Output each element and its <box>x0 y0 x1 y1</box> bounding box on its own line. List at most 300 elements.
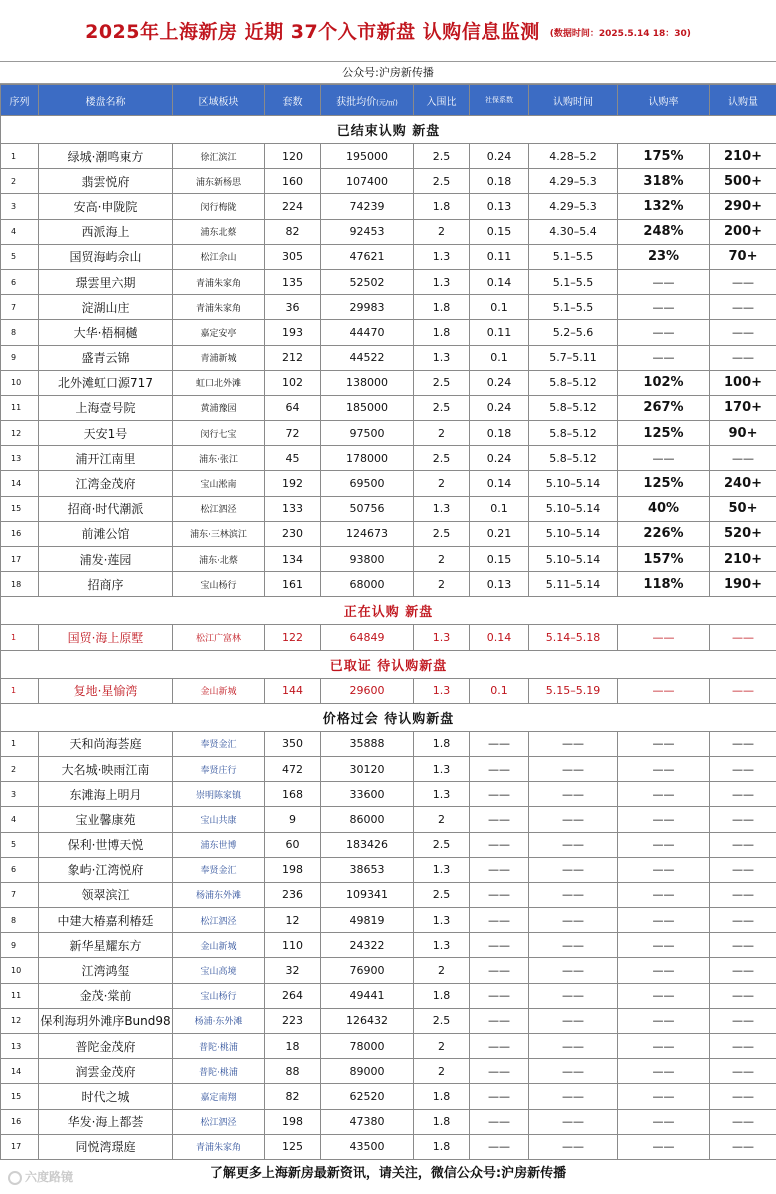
cell-social: 0.24 <box>470 446 529 471</box>
cell-social: 0.24 <box>470 370 529 395</box>
cell-name: 招商·时代潮派 <box>39 496 173 521</box>
cell-rate: 226% <box>618 521 710 546</box>
cell-ratio: 2 <box>414 219 470 244</box>
cell-name: 国贸海屿佘山 <box>39 244 173 269</box>
cell-name: 大华·梧桐樾 <box>39 320 173 345</box>
cell-district: 青浦朱家角 <box>173 295 265 320</box>
cell-district: 浦东北蔡 <box>173 219 265 244</box>
cell-volume: —— <box>710 1109 776 1134</box>
cell-social: 0.1 <box>470 295 529 320</box>
cell-district: 浦东新杨思 <box>173 169 265 194</box>
table-row <box>1 421 776 446</box>
cell-volume: —— <box>710 882 776 907</box>
cell-social: —— <box>470 983 529 1008</box>
cell-social: 0.15 <box>470 219 529 244</box>
table-row <box>1 807 776 832</box>
cell-time: —— <box>529 1134 618 1159</box>
cell-idx: 1 <box>1 678 39 703</box>
data-time: (数据时间：2025.5.14 18：30) <box>549 29 691 39</box>
cell-idx: 17 <box>1 547 39 572</box>
cell-district: 青浦新城 <box>173 345 265 370</box>
table-row <box>1 958 776 983</box>
cell-volume: 210+ <box>710 547 776 572</box>
table-row <box>1 731 776 756</box>
cell-social: —— <box>470 807 529 832</box>
cell-idx: 5 <box>1 244 39 269</box>
table-row <box>1 857 776 882</box>
cell-district: 金山新城 <box>173 678 265 703</box>
table-row <box>1 244 776 269</box>
cell-social: —— <box>470 832 529 857</box>
cell-idx: 9 <box>1 933 39 958</box>
cell-units: 305 <box>265 244 321 269</box>
cell-price: 76900 <box>321 958 414 983</box>
title-bar <box>0 0 776 62</box>
header-social: 社保系数 <box>470 85 529 116</box>
cell-idx: 16 <box>1 521 39 546</box>
cell-volume: —— <box>710 625 776 650</box>
cell-time: —— <box>529 1034 618 1059</box>
cell-units: 193 <box>265 320 321 345</box>
cell-district: 宝山高境 <box>173 958 265 983</box>
cell-rate: —— <box>618 1059 710 1084</box>
cell-time: 5.8–5.12 <box>529 421 618 446</box>
cell-units: 223 <box>265 1008 321 1033</box>
cell-price: 93800 <box>321 547 414 572</box>
cell-district: 普陀·桃浦 <box>173 1034 265 1059</box>
cell-name: 复地·星愉湾 <box>39 678 173 703</box>
cell-time: —— <box>529 731 618 756</box>
cell-district: 松江泗泾 <box>173 496 265 521</box>
cell-price: 44470 <box>321 320 414 345</box>
section-title: 价格过会 待认购新盘 <box>1 703 776 731</box>
cell-price: 97500 <box>321 421 414 446</box>
cell-social: —— <box>470 958 529 983</box>
table-row <box>1 496 776 521</box>
cell-price: 33600 <box>321 782 414 807</box>
cell-idx: 1 <box>1 144 39 169</box>
cell-name: 润雲金茂府 <box>39 1059 173 1084</box>
cell-rate: —— <box>618 446 710 471</box>
table-row <box>1 625 776 650</box>
cell-ratio: 2 <box>414 572 470 597</box>
cell-time: 4.29–5.3 <box>529 194 618 219</box>
account-line: 公众号:沪房新传播 <box>0 62 776 84</box>
cell-ratio: 2 <box>414 1034 470 1059</box>
cell-ratio: 2.5 <box>414 1008 470 1033</box>
table-row <box>1 1008 776 1033</box>
cell-price: 185000 <box>321 395 414 420</box>
cell-price: 195000 <box>321 144 414 169</box>
table-row <box>1 678 776 703</box>
cell-rate: 132% <box>618 194 710 219</box>
cell-idx: 8 <box>1 320 39 345</box>
cell-units: 264 <box>265 983 321 1008</box>
section-finished <box>1 116 776 144</box>
table-row <box>1 521 776 546</box>
cell-units: 45 <box>265 446 321 471</box>
cell-name: 前滩公馆 <box>39 521 173 546</box>
cell-district: 金山新城 <box>173 933 265 958</box>
cell-volume: 190+ <box>710 572 776 597</box>
cell-social: 0.14 <box>470 471 529 496</box>
cell-time: —— <box>529 1084 618 1109</box>
cell-rate: —— <box>618 908 710 933</box>
cell-price: 178000 <box>321 446 414 471</box>
cell-rate: —— <box>618 983 710 1008</box>
cell-time: —— <box>529 1008 618 1033</box>
cell-ratio: 1.3 <box>414 908 470 933</box>
cell-ratio: 1.8 <box>414 1084 470 1109</box>
cell-volume: —— <box>710 1059 776 1084</box>
cell-idx: 18 <box>1 572 39 597</box>
cell-social: 0.13 <box>470 194 529 219</box>
cell-ratio: 2 <box>414 421 470 446</box>
cell-price: 43500 <box>321 1134 414 1159</box>
cell-district: 普陀·桃浦 <box>173 1059 265 1084</box>
cell-rate: 118% <box>618 572 710 597</box>
cell-district: 嘉定南翔 <box>173 1084 265 1109</box>
cell-volume: —— <box>710 908 776 933</box>
header-volume: 认购量 <box>710 85 776 116</box>
cell-name: 翡雲悦府 <box>39 169 173 194</box>
cell-ratio: 1.8 <box>414 983 470 1008</box>
cell-ratio: 2.5 <box>414 395 470 420</box>
cell-price: 29600 <box>321 678 414 703</box>
cell-volume: 520+ <box>710 521 776 546</box>
cell-social: 0.1 <box>470 496 529 521</box>
cell-volume: —— <box>710 933 776 958</box>
cell-volume: —— <box>710 857 776 882</box>
cell-price: 124673 <box>321 521 414 546</box>
table-row <box>1 194 776 219</box>
cell-ratio: 1.8 <box>414 731 470 756</box>
cell-district: 浦东·三林滨江 <box>173 521 265 546</box>
cell-name: 西派海上 <box>39 219 173 244</box>
cell-volume: —— <box>710 320 776 345</box>
table-row <box>1 295 776 320</box>
cell-volume: —— <box>710 345 776 370</box>
cell-time: 5.8–5.12 <box>529 395 618 420</box>
cell-price: 44522 <box>321 345 414 370</box>
cell-units: 350 <box>265 731 321 756</box>
cell-rate: —— <box>618 1109 710 1134</box>
watermark <box>8 1168 73 1185</box>
cell-social: 0.18 <box>470 421 529 446</box>
cell-social: 0.24 <box>470 395 529 420</box>
cell-idx: 6 <box>1 269 39 294</box>
cell-rate: —— <box>618 756 710 781</box>
cell-name: 江湾鸿玺 <box>39 958 173 983</box>
table-row <box>1 933 776 958</box>
cell-ratio: 2.5 <box>414 144 470 169</box>
table-header <box>1 85 776 116</box>
cell-units: 161 <box>265 572 321 597</box>
header-price-unit: (元/㎡) <box>376 98 398 107</box>
table-row <box>1 446 776 471</box>
cell-units: 18 <box>265 1034 321 1059</box>
cell-rate: —— <box>618 345 710 370</box>
cell-social: —— <box>470 1008 529 1033</box>
header-rate: 认购率 <box>618 85 710 116</box>
cell-name: 浦开江南里 <box>39 446 173 471</box>
cell-name: 中建大椿嘉利椿廷 <box>39 908 173 933</box>
cell-time: —— <box>529 958 618 983</box>
section-certified <box>1 650 776 678</box>
cell-rate: —— <box>618 1084 710 1109</box>
cell-ratio: 2.5 <box>414 521 470 546</box>
header-district: 区域板块 <box>173 85 265 116</box>
cell-units: 192 <box>265 471 321 496</box>
cell-idx: 14 <box>1 1059 39 1084</box>
cell-idx: 7 <box>1 295 39 320</box>
cell-units: 198 <box>265 1109 321 1134</box>
table-row <box>1 1059 776 1084</box>
cell-rate: 267% <box>618 395 710 420</box>
section-priced <box>1 703 776 731</box>
cell-volume: —— <box>710 269 776 294</box>
cell-idx: 14 <box>1 471 39 496</box>
cell-units: 135 <box>265 269 321 294</box>
cell-time: —— <box>529 908 618 933</box>
table-row <box>1 547 776 572</box>
cell-district: 松江泗泾 <box>173 1109 265 1134</box>
cell-district: 徐汇滨江 <box>173 144 265 169</box>
cell-time: —— <box>529 1059 618 1084</box>
cell-social: 0.1 <box>470 678 529 703</box>
cell-district: 杨浦东外滩 <box>173 882 265 907</box>
cell-price: 50756 <box>321 496 414 521</box>
cell-name: 普陀金茂府 <box>39 1034 173 1059</box>
cell-idx: 6 <box>1 857 39 882</box>
cell-units: 120 <box>265 144 321 169</box>
cell-social: —— <box>470 1134 529 1159</box>
header-time: 认购时间 <box>529 85 618 116</box>
cell-rate: —— <box>618 958 710 983</box>
cell-price: 86000 <box>321 807 414 832</box>
cell-price: 183426 <box>321 832 414 857</box>
cell-social: 0.13 <box>470 572 529 597</box>
cell-volume: 90+ <box>710 421 776 446</box>
cell-rate: —— <box>618 1034 710 1059</box>
cell-ratio: 1.3 <box>414 756 470 781</box>
cell-idx: 13 <box>1 1034 39 1059</box>
cell-district: 青浦朱家角 <box>173 269 265 294</box>
cell-idx: 13 <box>1 446 39 471</box>
cell-units: 9 <box>265 807 321 832</box>
cell-ratio: 1.3 <box>414 782 470 807</box>
cell-rate: 102% <box>618 370 710 395</box>
cell-ratio: 2 <box>414 807 470 832</box>
section-title: 已结束认购 新盘 <box>1 116 776 144</box>
cell-units: 198 <box>265 857 321 882</box>
table-row <box>1 756 776 781</box>
table-row <box>1 144 776 169</box>
cell-time: 5.2–5.6 <box>529 320 618 345</box>
cell-ratio: 1.8 <box>414 1134 470 1159</box>
cell-social: 0.11 <box>470 244 529 269</box>
cell-name: 国贸·海上原墅 <box>39 625 173 650</box>
cell-social: 0.21 <box>470 521 529 546</box>
table-row <box>1 1034 776 1059</box>
cell-ratio: 1.8 <box>414 295 470 320</box>
cell-district: 奉贤金汇 <box>173 731 265 756</box>
cell-name: 领翠滨江 <box>39 882 173 907</box>
cell-social: —— <box>470 782 529 807</box>
cell-district: 浦东世博 <box>173 832 265 857</box>
cell-social: 0.11 <box>470 320 529 345</box>
cell-units: 125 <box>265 1134 321 1159</box>
cell-time: —— <box>529 832 618 857</box>
cell-volume: —— <box>710 958 776 983</box>
cell-name: 北外滩虹口源717 <box>39 370 173 395</box>
cell-volume: 500+ <box>710 169 776 194</box>
cell-district: 奉贤庄行 <box>173 756 265 781</box>
cell-units: 32 <box>265 958 321 983</box>
cell-volume: —— <box>710 678 776 703</box>
cell-district: 嘉定安亭 <box>173 320 265 345</box>
cell-price: 78000 <box>321 1034 414 1059</box>
cell-time: 5.7–5.11 <box>529 345 618 370</box>
cell-rate: —— <box>618 1134 710 1159</box>
cell-units: 64 <box>265 395 321 420</box>
cell-volume: 290+ <box>710 194 776 219</box>
cell-idx: 16 <box>1 1109 39 1134</box>
table-row <box>1 882 776 907</box>
cell-rate: 125% <box>618 421 710 446</box>
cell-ratio: 1.3 <box>414 857 470 882</box>
cell-social: —— <box>470 908 529 933</box>
cell-idx: 11 <box>1 395 39 420</box>
cell-ratio: 2.5 <box>414 169 470 194</box>
cell-rate: —— <box>618 625 710 650</box>
cell-price: 68000 <box>321 572 414 597</box>
cell-price: 24322 <box>321 933 414 958</box>
cell-rate: —— <box>618 807 710 832</box>
cell-volume: —— <box>710 1134 776 1159</box>
table-row <box>1 1084 776 1109</box>
cell-volume: —— <box>710 782 776 807</box>
cell-units: 168 <box>265 782 321 807</box>
cell-idx: 11 <box>1 983 39 1008</box>
footer-note: 了解更多上海新房最新资讯，请关注，微信公众号:沪房新传播 <box>209 1166 567 1181</box>
table-row <box>1 320 776 345</box>
listing-table <box>0 84 776 1160</box>
cell-ratio: 1.8 <box>414 320 470 345</box>
cell-volume: —— <box>710 1008 776 1033</box>
cell-rate: —— <box>618 782 710 807</box>
cell-name: 江湾金茂府 <box>39 471 173 496</box>
cell-units: 230 <box>265 521 321 546</box>
cell-social: —— <box>470 933 529 958</box>
cell-district: 浦东·北蔡 <box>173 547 265 572</box>
cell-time: 5.10–5.14 <box>529 521 618 546</box>
cell-ratio: 1.3 <box>414 244 470 269</box>
cell-name: 大名城·映雨江南 <box>39 756 173 781</box>
cell-idx: 7 <box>1 882 39 907</box>
cell-time: 5.1–5.5 <box>529 295 618 320</box>
cell-idx: 10 <box>1 958 39 983</box>
cell-ratio: 1.3 <box>414 933 470 958</box>
cell-ratio: 2 <box>414 471 470 496</box>
cell-time: —— <box>529 882 618 907</box>
cell-price: 138000 <box>321 370 414 395</box>
cell-rate: —— <box>618 731 710 756</box>
cell-ratio: 1.3 <box>414 678 470 703</box>
cell-name: 保利海玥外滩序Bund98 <box>39 1008 173 1033</box>
cell-units: 160 <box>265 169 321 194</box>
cell-time: 5.14–5.18 <box>529 625 618 650</box>
cell-units: 236 <box>265 882 321 907</box>
page-title: 2025年上海新房 近期 37个入市新盘 认购信息监测 <box>85 21 540 43</box>
cell-units: 122 <box>265 625 321 650</box>
cell-social: 0.18 <box>470 169 529 194</box>
cell-name: 盛青云锦 <box>39 345 173 370</box>
cell-ratio: 1.3 <box>414 625 470 650</box>
cell-ratio: 2.5 <box>414 370 470 395</box>
header-name: 楼盘名称 <box>39 85 173 116</box>
cell-rate: —— <box>618 320 710 345</box>
cell-district: 松江佘山 <box>173 244 265 269</box>
cell-social: —— <box>470 756 529 781</box>
table-row <box>1 908 776 933</box>
cell-time: —— <box>529 782 618 807</box>
cell-units: 110 <box>265 933 321 958</box>
cell-idx: 2 <box>1 756 39 781</box>
cell-social: —— <box>470 1059 529 1084</box>
watermark-text: 六度路镜 <box>25 1170 74 1184</box>
table-row <box>1 782 776 807</box>
section-title: 正在认购 新盘 <box>1 597 776 625</box>
cell-social: —— <box>470 857 529 882</box>
cell-idx: 15 <box>1 496 39 521</box>
cell-rate: 40% <box>618 496 710 521</box>
cell-rate: 23% <box>618 244 710 269</box>
cell-time: —— <box>529 756 618 781</box>
cell-name: 安高·申陇院 <box>39 194 173 219</box>
cell-rate: 175% <box>618 144 710 169</box>
cell-price: 107400 <box>321 169 414 194</box>
cell-units: 472 <box>265 756 321 781</box>
cell-name: 东滩海上明月 <box>39 782 173 807</box>
cell-district: 闵行梅陇 <box>173 194 265 219</box>
cell-district: 浦东·张江 <box>173 446 265 471</box>
cell-district: 松江泗泾 <box>173 908 265 933</box>
cell-volume: —— <box>710 731 776 756</box>
cell-name: 同悦湾璟庭 <box>39 1134 173 1159</box>
cell-district: 青浦朱家角 <box>173 1134 265 1159</box>
cell-price: 47380 <box>321 1109 414 1134</box>
cell-ratio: 1.3 <box>414 269 470 294</box>
cell-rate: —— <box>618 933 710 958</box>
cell-rate: —— <box>618 678 710 703</box>
cell-volume: 210+ <box>710 144 776 169</box>
cell-units: 212 <box>265 345 321 370</box>
cell-units: 134 <box>265 547 321 572</box>
cell-price: 29983 <box>321 295 414 320</box>
cell-idx: 4 <box>1 807 39 832</box>
cell-rate: —— <box>618 1008 710 1033</box>
cell-units: 82 <box>265 219 321 244</box>
cell-price: 52502 <box>321 269 414 294</box>
table-row <box>1 832 776 857</box>
cell-price: 47621 <box>321 244 414 269</box>
cell-price: 30120 <box>321 756 414 781</box>
cell-district: 黄浦豫园 <box>173 395 265 420</box>
cell-name: 保利·世博天悦 <box>39 832 173 857</box>
cell-social: 0.14 <box>470 625 529 650</box>
cell-time: —— <box>529 807 618 832</box>
